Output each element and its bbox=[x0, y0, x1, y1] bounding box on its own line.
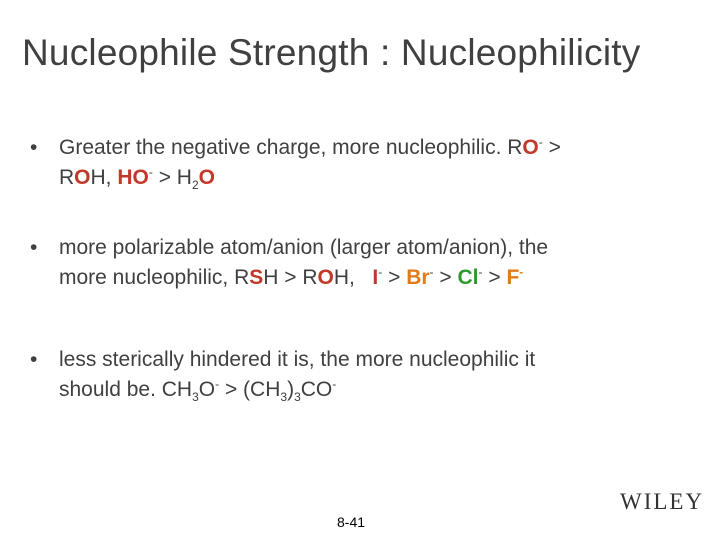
text-run: > (CH bbox=[219, 378, 281, 401]
charge-superscript: - bbox=[538, 135, 543, 149]
text-run: H > R bbox=[263, 266, 318, 289]
chloride: Cl bbox=[457, 266, 479, 289]
bromide: Br bbox=[406, 266, 430, 289]
bullet-line: less sterically hindered it is, the more nucleophilic it bbox=[59, 348, 536, 371]
text-run: > H bbox=[152, 166, 192, 189]
bullet-line bbox=[59, 133, 694, 163]
charge-superscript: - bbox=[478, 265, 483, 279]
charge-superscript: - bbox=[148, 165, 153, 179]
text-run: more nucleophilic, R bbox=[59, 266, 250, 289]
oxygen-atom: O bbox=[522, 136, 539, 159]
bullet-line bbox=[59, 263, 694, 293]
charge-superscript: - bbox=[429, 265, 434, 279]
bullet-marker: • bbox=[30, 136, 38, 159]
greater-than: > bbox=[388, 266, 401, 289]
bullet-marker: • bbox=[30, 236, 38, 259]
bullet-line bbox=[59, 163, 694, 193]
hydroxide: HO bbox=[117, 166, 149, 189]
bullet-line: more polarizable atom/anion (larger atom/anion), the bbox=[59, 236, 549, 259]
page-number: 8-41 bbox=[337, 514, 366, 530]
charge-superscript: - bbox=[378, 265, 383, 279]
bullet-text bbox=[59, 345, 694, 405]
oxygen-atom: O bbox=[317, 266, 334, 289]
subscript: 3 bbox=[280, 390, 288, 405]
wiley-logo: WILEY bbox=[620, 489, 705, 514]
text-run: ) bbox=[287, 378, 295, 401]
text-run: H, bbox=[90, 166, 118, 189]
text-run: H, bbox=[333, 266, 355, 289]
bullet-text bbox=[59, 233, 694, 293]
text-run: should be. CH bbox=[59, 378, 193, 401]
greater-than: > bbox=[548, 136, 561, 159]
bullet-line bbox=[59, 375, 694, 405]
sulfur-atom: S bbox=[249, 266, 264, 289]
text-run: O bbox=[198, 378, 216, 401]
charge-superscript: - bbox=[215, 377, 220, 391]
subscript: 2 bbox=[191, 178, 199, 193]
greater-than: > bbox=[439, 266, 452, 289]
oxygen-atom: O bbox=[74, 166, 91, 189]
charge-superscript: - bbox=[519, 265, 524, 279]
text-run: CO bbox=[300, 378, 333, 401]
bullet-marker: • bbox=[30, 348, 38, 371]
text-run: R bbox=[59, 166, 75, 189]
bullet-text bbox=[59, 133, 694, 193]
slide-title: Nucleophile Strength : Nucleophilicity bbox=[22, 32, 641, 73]
subscript: 3 bbox=[192, 390, 199, 405]
greater-than: > bbox=[488, 266, 501, 289]
charge-superscript: - bbox=[332, 377, 337, 391]
subscript: 3 bbox=[294, 390, 301, 405]
fluoride: F bbox=[506, 266, 520, 289]
iodide: I bbox=[372, 266, 379, 289]
oxygen-atom: O bbox=[198, 166, 215, 189]
text-run: Greater the negative charge, more nucleophilic. R bbox=[59, 136, 523, 159]
